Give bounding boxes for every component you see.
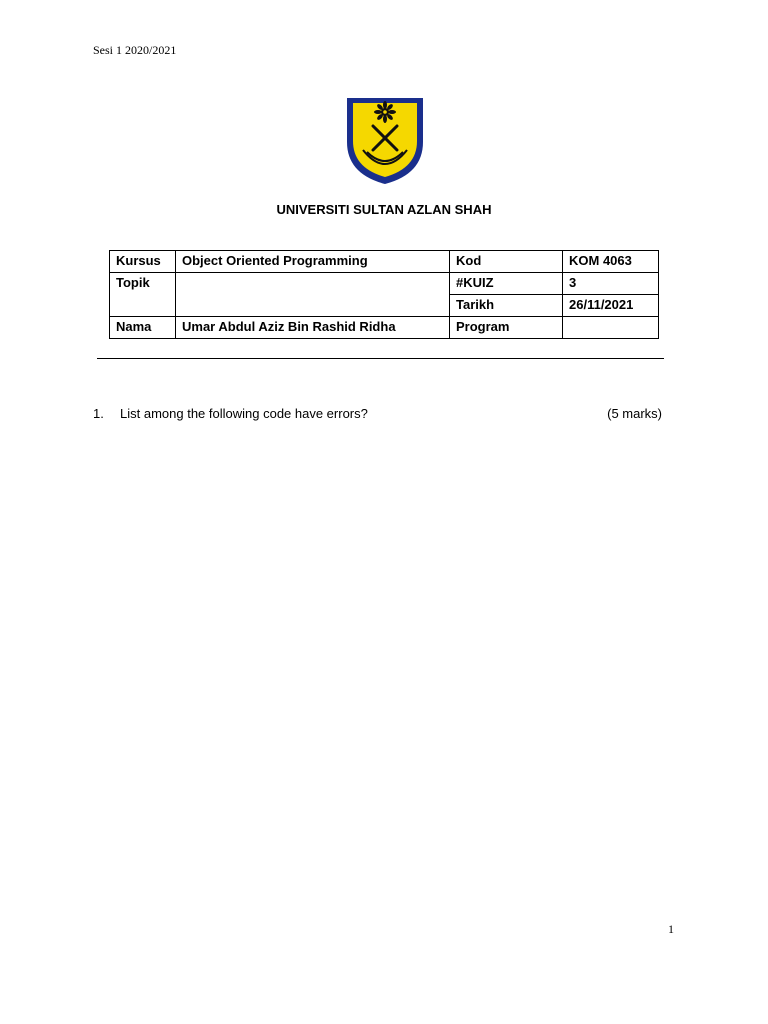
program-label: Program — [450, 317, 563, 339]
table-row — [110, 251, 659, 273]
question-marks: (5 marks) — [607, 406, 662, 421]
table-row — [110, 317, 659, 339]
tarikh-label: Tarikh — [450, 295, 563, 317]
page-number: 1 — [668, 922, 674, 936]
table-row — [110, 273, 659, 295]
kuiz-value: 3 — [563, 273, 659, 295]
tarikh-value: 26/11/2021 — [563, 295, 659, 317]
university-title: UNIVERSITI SULTAN AZLAN SHAH — [276, 202, 492, 217]
university-logo — [343, 94, 427, 186]
kod-value: KOM 4063 — [563, 251, 659, 273]
program-value — [563, 317, 659, 339]
course-info-table — [109, 250, 659, 339]
kuiz-label: #KUIZ — [450, 273, 563, 295]
question-number: 1. — [93, 406, 104, 421]
topik-label: Topik — [110, 273, 176, 317]
divider-line — [97, 358, 664, 359]
question-text: List among the following code have errors? — [120, 406, 368, 421]
kod-label: Kod — [450, 251, 563, 273]
nama-label: Nama — [110, 317, 176, 339]
kursus-label: Kursus — [110, 251, 176, 273]
kursus-value: Object Oriented Programming — [176, 251, 450, 273]
topik-value — [176, 273, 450, 317]
nama-value: Umar Abdul Aziz Bin Rashid Ridha — [176, 317, 450, 339]
session-header: Sesi 1 2020/2021 — [93, 43, 177, 57]
